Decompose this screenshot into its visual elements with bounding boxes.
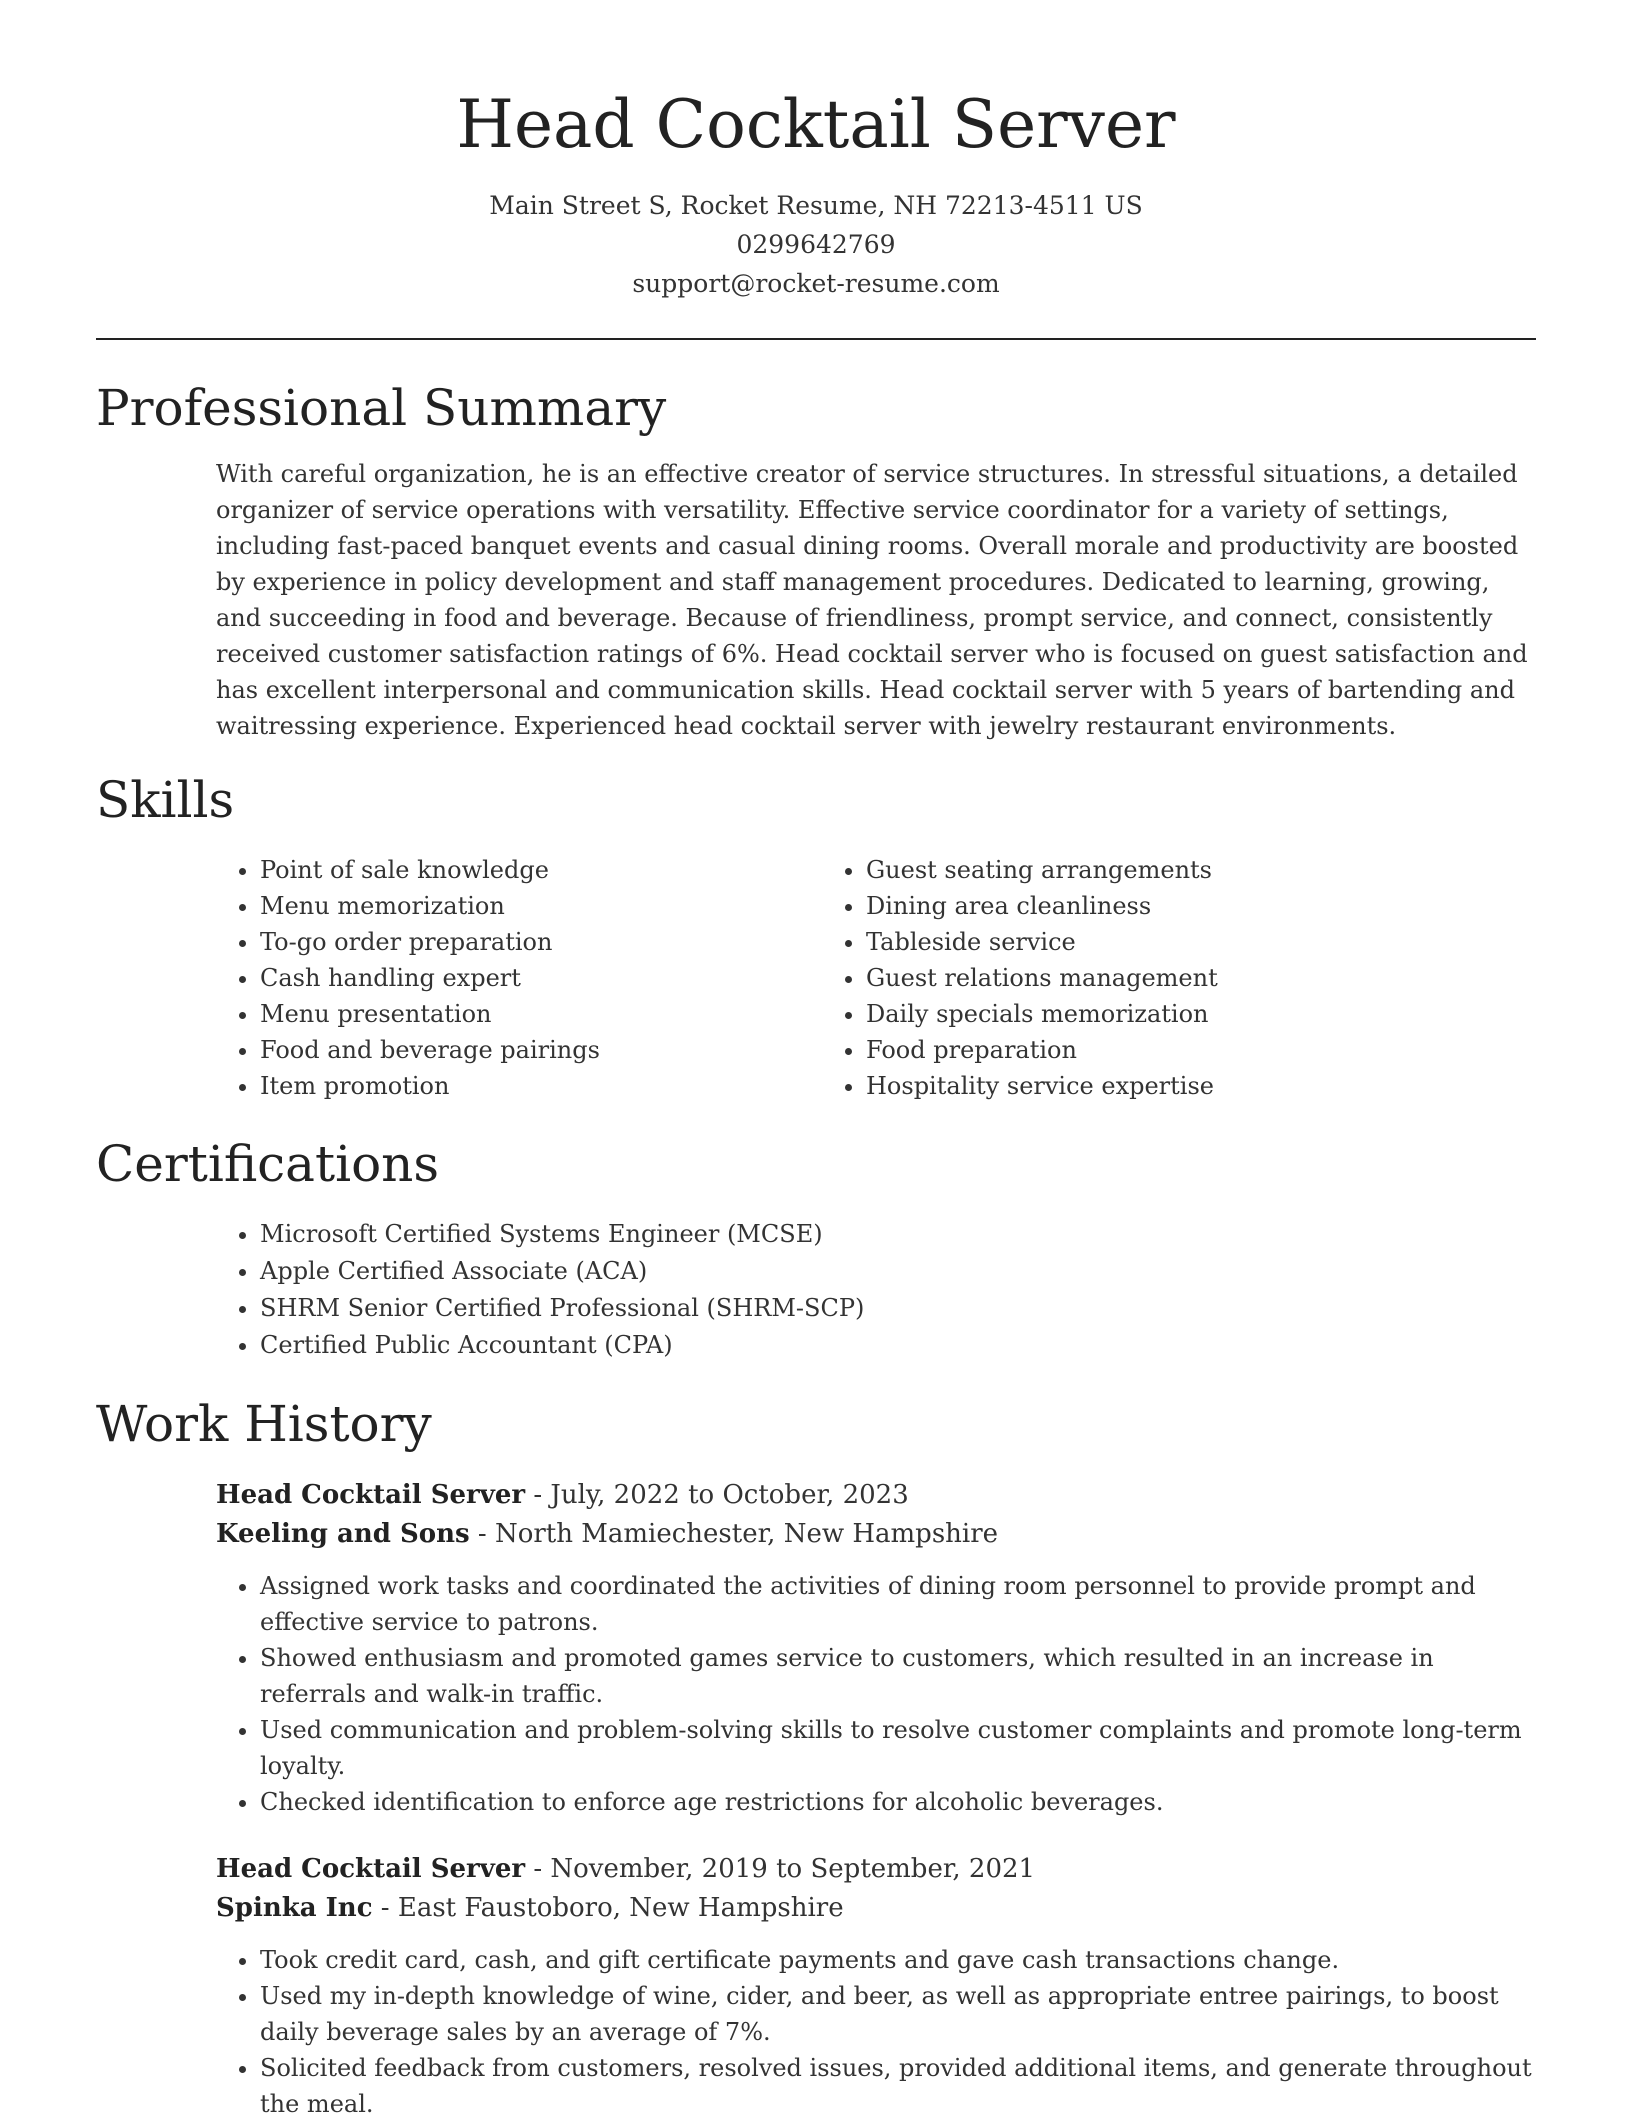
job-bullet: • Checked identification to enforce age restrictions for alcoholic beverages.: [260, 1784, 1536, 1820]
job-dates: - November, 2019 to September, 2021: [525, 1854, 1036, 1884]
certification-item: • Certified Public Accountant (CPA): [260, 1327, 1536, 1364]
job-entry: [216, 1476, 1536, 1820]
job-company-line: [216, 1515, 1536, 1554]
certification-item: • Microsoft Certified Systems Engineer (MCSE): [260, 1216, 1536, 1253]
summary-heading: Professional Summary: [96, 379, 667, 437]
job-dates: - July, 2022 to October, 2023: [525, 1480, 909, 1510]
certifications-list: [216, 1216, 1536, 1364]
skill-item: • Point of sale knowledge: [260, 852, 822, 888]
skill-item: • Food preparation: [866, 1032, 1536, 1068]
skills-heading: Skills: [96, 771, 235, 829]
certification-item: • Apple Certified Associate (ACA): [260, 1253, 1536, 1290]
skill-item: • Guest seating arrangements: [866, 852, 1536, 888]
certifications-heading: Certifications: [96, 1135, 440, 1193]
job-bullet: • Used my in-depth knowledge of wine, cider, and beer, as well as appropriate entree pairings, to boost daily beverage sales by an average of 7%.: [260, 1978, 1536, 2050]
job-bullets: [216, 1568, 1536, 1820]
skills-section: [96, 770, 1536, 1104]
header-divider: [96, 338, 1536, 340]
job-company-line: [216, 1889, 1536, 1928]
certifications-section: [96, 1134, 1536, 1364]
job-company: Keeling and Sons: [216, 1519, 470, 1549]
summary-section: [96, 378, 1536, 744]
job-bullet: • Took credit card, cash, and gift certificate payments and gave cash transactions change.: [260, 1942, 1536, 1978]
job-bullet: • Used communication and problem-solving skills to resolve customer complaints and promote long-term loyalty.: [260, 1712, 1536, 1784]
skill-item: • To-go order preparation: [260, 924, 822, 960]
email: support@rocket-resume.com: [632, 269, 1000, 298]
job-location: - East Faustoboro, New Hampshire: [372, 1893, 844, 1923]
skills-list-left: [216, 852, 822, 1104]
skill-item: • Menu presentation: [260, 996, 822, 1032]
certification-item: • SHRM Senior Certified Professional (SHRM-SCP): [260, 1290, 1536, 1327]
job-role-line: [216, 1476, 1536, 1515]
skill-item: • Tableside service: [866, 924, 1536, 960]
work-history-section: [96, 1394, 1536, 2122]
skills-columns: [216, 852, 1536, 1104]
address: Main Street S, Rocket Resume, NH 72213-4511 US: [489, 191, 1143, 220]
resume-header: [96, 0, 1536, 303]
job-company: Spinka Inc: [216, 1893, 373, 1923]
skill-item: • Daily specials memorization: [866, 996, 1536, 1032]
job-bullet: • Assigned work tasks and coordinated the activities of dining room personnel to provide prompt and effective service to patrons.: [260, 1568, 1536, 1640]
job-role: Head Cocktail Server: [216, 1854, 526, 1884]
job-bullet: • Showed enthusiasm and promoted games service to customers, which resulted in an increase in referrals and walk-in traffic.: [260, 1640, 1536, 1712]
job-bullets: [216, 1942, 1536, 2122]
skill-item: • Dining area cleanliness: [866, 888, 1536, 924]
summary-text: With careful organization, he is an effective creator of service structures. In stressful situations, a detailed organizer of service operations with versatility. Effective service coordinator for a variety of settings, including fast-paced banquet events and casual dining rooms. Overall morale and productivity are boosted by experience in policy development and staff management procedures. Dedicated to learning, growing, and succeeding in food and beverage. Because of friendliness, prompt service, and connect, consistently received customer satisfaction ratings of 6%. Head cocktail server who is focused on guest satisfaction and has excellent interpersonal and communication skills. Head cocktail server with 5 years of bartending and waitressing experience. Experienced head cocktail server with jewelry restaurant environments.: [216, 460, 1528, 740]
job-role-line: [216, 1850, 1536, 1889]
phone: 0299642769: [736, 230, 896, 259]
job-role: Head Cocktail Server: [216, 1480, 526, 1510]
work-history-heading: Work History: [96, 1395, 432, 1453]
skills-list-right: [822, 852, 1536, 1104]
skill-item: • Guest relations management: [866, 960, 1536, 996]
contact-info: [96, 186, 1536, 303]
skill-item: • Item promotion: [260, 1068, 822, 1104]
skill-item: • Food and beverage pairings: [260, 1032, 822, 1068]
candidate-title: Head Cocktail Server: [456, 86, 1176, 163]
job-entry: [216, 1850, 1536, 2122]
job-bullet: • Solicited feedback from customers, resolved issues, provided additional items, and generate throughout the meal.: [260, 2050, 1536, 2122]
job-location: - North Mamiechester, New Hampshire: [469, 1519, 999, 1549]
skill-item: • Cash handling expert: [260, 960, 822, 996]
skill-item: • Menu memorization: [260, 888, 822, 924]
skill-item: • Hospitality service expertise: [866, 1068, 1536, 1104]
